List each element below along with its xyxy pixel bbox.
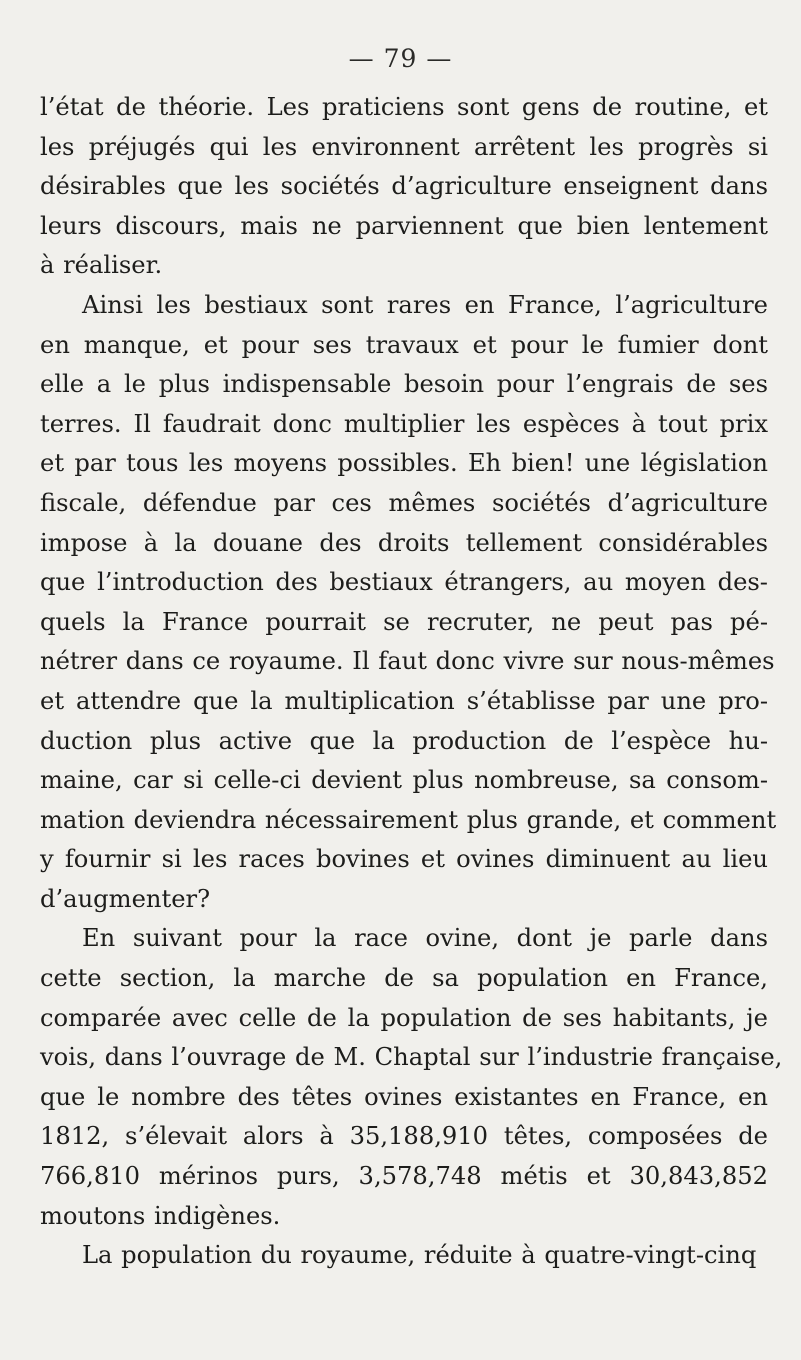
- text-line: elle a le plus indispensable besoin pour l’engrais de ses: [40, 370, 768, 399]
- text-line: La population du royaume, réduite à quatre-vingt-cinq: [82, 1241, 757, 1270]
- text-line: que le nombre des têtes ovines existantes en France, en: [40, 1082, 768, 1111]
- text-line: d’augmenter?: [40, 884, 211, 913]
- paragraph: [40, 1236, 768, 1276]
- text-line: à réaliser.: [40, 251, 163, 280]
- page-number: — 79 —: [348, 44, 453, 73]
- paragraph: [40, 919, 783, 1236]
- text-line: 1812, s’élevait alors à 35,188,910 têtes, composées de: [40, 1122, 768, 1151]
- text-line: comparée avec celle de la population de ses habitants, je: [40, 1003, 768, 1032]
- text-line: Ainsi les bestiaux sont rares en France, l’agriculture: [82, 290, 768, 319]
- text-line: vois, dans l’ouvrage de M. Chaptal sur l’industrie française,: [40, 1043, 783, 1072]
- text-line: en manque, et pour ses travaux et pour le fumier dont: [40, 330, 768, 359]
- text-line: duction plus active que la production de l’espèce hu-: [40, 726, 768, 755]
- text-line: maine, car si celle-ci devient plus nombreuse, sa consom-: [40, 766, 768, 795]
- paragraph: [40, 88, 768, 286]
- text-line: quels la France pourrait se recruter, ne peut pas pé-: [40, 607, 768, 636]
- text-line: désirables que les sociétés d’agriculture enseignent dans: [40, 172, 768, 201]
- text-line: et par tous les moyens possibles. Eh bien! une législation: [40, 449, 768, 478]
- text-line: y fournir si les races bovines et ovines diminuent au lieu: [40, 845, 768, 874]
- text-line: que l’introduction des bestiaux étrangers, au moyen des-: [40, 568, 768, 597]
- body-text: [40, 88, 783, 1276]
- text-line: et attendre que la multiplication s’établisse par une pro-: [40, 686, 768, 715]
- text-line: moutons indigènes.: [40, 1201, 281, 1230]
- text-line: 766,810 mérinos purs, 3,578,748 métis et 30,843,852: [40, 1162, 768, 1191]
- text-line: l’état de théorie. Les praticiens sont gens de routine, et: [40, 93, 768, 121]
- text-line: fiscale, défendue par ces mêmes sociétés d’agriculture: [40, 488, 768, 517]
- text-line: cette section, la marche de sa population en France,: [40, 964, 768, 993]
- text-line: terres. Il faudrait donc multiplier les espèces à tout prix: [40, 409, 768, 438]
- text-line: En suivant pour la race ovine, dont je parle dans: [82, 924, 768, 953]
- text-line: impose à la douane des droits tellement considérables: [40, 528, 768, 557]
- text-line: mation deviendra nécessairement plus grande, et comment: [40, 805, 777, 834]
- paragraph: [40, 286, 777, 920]
- text-line: leurs discours, mais ne parviennent que bien lentement: [40, 211, 768, 240]
- text-line: nétrer dans ce royaume. Il faut donc vivre sur nous-mêmes: [40, 647, 775, 676]
- text-line: les préjugés qui les environnent arrêtent les progrès si: [40, 132, 768, 161]
